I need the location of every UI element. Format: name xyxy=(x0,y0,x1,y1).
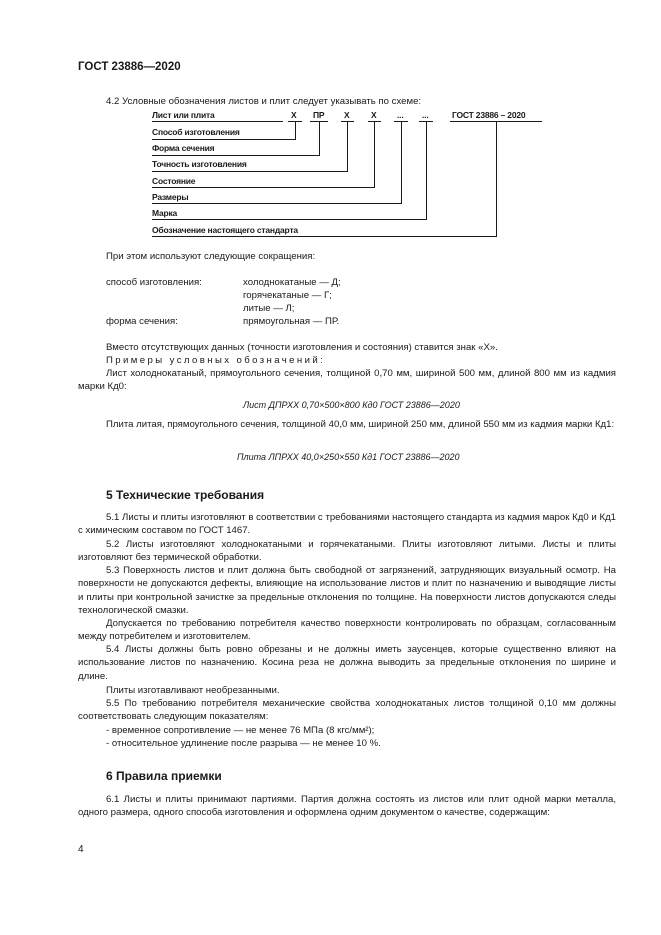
scheme-code-size: ... xyxy=(397,110,404,120)
scheme-intro: 4.2 Условные обозначения листов и плит следует указывать по схеме: xyxy=(106,96,422,107)
abbr-section-value: прямоугольная — ПР. xyxy=(243,316,340,327)
scheme-code-section: ПР xyxy=(313,110,325,120)
abbr-section-label: форма сечения: xyxy=(106,316,178,327)
example1-text: Лист холоднокатаный, прямоугольного сечения, толщиной 0,70 мм, шириной 500 мм, длиной 800 мм из кадмия марки Кд0: xyxy=(78,368,616,393)
section5-p3: 5.3 Поверхность листов и плит должна быть свободной от загрязнений, затрудняющих визуальный осмотр. На поверхности не допускаются дефекты, влияющие на использование листов и плит по назначению и выводящие листы и плиты при контрольной зачистке за предельные отклонения по толщине. На поверхности листов допускаются следы технологической смазки. xyxy=(78,565,616,616)
scheme-line xyxy=(401,122,402,204)
section5-p1: 5.1 Листы и плиты изготовляют в соответствии с требованиями настоящего стандарта из кадмия марок Кд0 и Кд1 с химическим составом по ГОСТ 1467. xyxy=(78,512,616,537)
section5-p6: Плиты изготавливают необрезанными. xyxy=(106,685,280,696)
section5-p5: 5.4 Листы должны быть ровно обрезаны и не должны иметь заусенцев, которые существенно влияют на использование листов по назначению. Косина реза не должна выводить за предельные отклонения по ширине и длине. xyxy=(78,644,616,682)
scheme-line xyxy=(152,187,375,188)
section5-p4: Допускается по требованию потребителя качество поверхности контролировать по образцам, согласованным между потребителем и изготовителем. xyxy=(78,618,616,643)
scheme-line xyxy=(152,219,427,220)
abbr-note: Вместо отсутствующих данных (точности изготовления и состояния) ставится знак «Х». xyxy=(106,342,498,353)
example2-text: Плита литая, прямоугольного сечения, толщиной 40,0 мм, шириной 250 мм, длиной 550 мм из кадмия марки Кд1: xyxy=(106,419,615,430)
abbr-intro: При этом используют следующие сокращения: xyxy=(106,251,316,262)
scheme-line xyxy=(152,139,296,140)
section6-p1: 6.1 Листы и плиты принимают партиями. Партия должна состоять из листов или плит одной марки металла, одного размера, одного способа изготовления и оформлена одним документом о качестве, содержащим: xyxy=(78,794,616,819)
section6-title: 6 Правила приемки xyxy=(106,769,222,783)
scheme-line xyxy=(319,122,320,156)
scheme-item-section: Форма сечения xyxy=(152,143,215,153)
abbr-method-hot: горячекатаные — Г; xyxy=(243,290,332,301)
scheme-line xyxy=(374,122,375,188)
scheme-code-grade: ... xyxy=(422,110,429,120)
scheme-title-underline xyxy=(152,121,283,122)
examples-title: Примеры условных обозначений: xyxy=(106,355,326,366)
abbr-method-cast: литые — Л; xyxy=(243,303,295,314)
scheme-item-grade: Марка xyxy=(152,208,178,218)
scheme-item-size: Размеры xyxy=(152,192,189,202)
example2-code: Плита ЛПРХХ 40,0×250×550 Кд1 ГОСТ 23886—2020 xyxy=(237,452,460,462)
section5-bullet1: - временное сопротивление — не менее 76 МПа (8 кгс/мм²); xyxy=(106,725,375,736)
scheme-line xyxy=(426,122,427,220)
abbr-method-label: способ изготовления: xyxy=(106,277,202,288)
scheme-line xyxy=(295,122,296,140)
scheme-code-standard: ГОСТ 23886 – 2020 xyxy=(452,110,526,120)
section5-p2: 5.2 Листы изготовляют холоднокатаными и горячекатаными. Плиты изготовляют литыми. Листы и плиты изготовляют без термической обработки. xyxy=(78,539,616,564)
scheme-item-accuracy: Точность изготовления xyxy=(152,159,247,169)
scheme-item-state: Состояние xyxy=(152,176,196,186)
section5-title: 5 Технические требования xyxy=(106,488,265,502)
page-number: 4 xyxy=(78,844,84,855)
scheme-item-method: Способ изготовления xyxy=(152,127,240,137)
scheme-code-state: Х xyxy=(371,110,377,120)
document-header: ГОСТ 23886—2020 xyxy=(78,61,181,73)
scheme-item-standard: Обозначение настоящего стандарта xyxy=(152,225,298,235)
scheme-code-accuracy: Х xyxy=(344,110,350,120)
scheme-line xyxy=(347,122,348,172)
scheme-title: Лист или плита xyxy=(152,110,215,120)
scheme-code-method: Х xyxy=(291,110,297,120)
example1-code: Лист ДПРХХ 0,70×500×800 Кд0 ГОСТ 23886—2020 xyxy=(243,400,460,410)
scheme-line xyxy=(152,203,402,204)
section5-bullet2: - относительное удлинение после разрыва — не менее 10 %. xyxy=(106,738,381,749)
abbr-method-cold: холоднокатаные — Д; xyxy=(243,277,341,288)
scheme-line xyxy=(152,236,497,237)
scheme-line xyxy=(152,155,320,156)
section5-p7: 5.5 По требованию потребителя механические свойства холоднокатаных листов толщиной 0,10 мм должны соответствовать следующим показателям: xyxy=(78,698,616,723)
scheme-line xyxy=(496,122,497,237)
scheme-line xyxy=(152,171,348,172)
